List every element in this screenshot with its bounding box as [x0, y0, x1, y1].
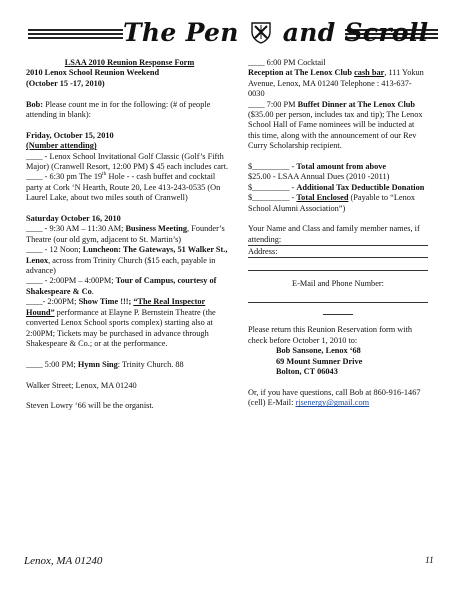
friday-heading: Friday, October 15, 2010: [26, 130, 114, 140]
show-title: “The Real Inspector Hound”: [26, 297, 206, 317]
dinner-entry: [248, 100, 428, 152]
golf-entry: ____ - Lenox School Invitational Golf Classic (Golf’s Fifth Major) (Cranwell Resort, 12:00 PM) $ 45 each includes cart.: [26, 151, 229, 172]
lunch-bold: Luncheon: The Gateways, 51 Walker St., Lenox: [26, 245, 228, 265]
donation-bold: Additional Tax Deductible Donation: [296, 182, 425, 192]
page-number: 11: [425, 556, 434, 566]
names-label: Your Name and Class and family member names, if attending:: [248, 224, 420, 244]
address-field-line-2[interactable]: [248, 261, 428, 271]
enclosed-pre: $_________ -: [248, 193, 297, 203]
lunch-entry: [26, 245, 233, 276]
newsletter-title: [123, 17, 429, 49]
bob-label: Bob:: [26, 99, 44, 109]
email-phone-field-line-2[interactable]: [323, 306, 353, 315]
names-field-line[interactable]: [248, 245, 428, 246]
enclosed-line: [248, 193, 428, 214]
crest-icon: [251, 22, 271, 44]
lunch-pre: ____ - 12 Noon;: [26, 245, 83, 255]
show-bold: Show Time !!!;: [78, 297, 134, 307]
meeting-entry: [26, 224, 233, 245]
dinner-post: ($35.00 per person, includes tax and tip); The Lenox School Hall of Fame nominees will be inducted at this time, along with the announcement of our Rev Curry Scholarship recipient.: [248, 110, 423, 151]
saturday-heading: Saturday October 16, 2010: [26, 214, 121, 224]
enclosed-post: (Payable to “Lenox School Alumni Association”): [248, 193, 416, 213]
hymn-address: Walker Street; Lenox, MA 01240: [26, 380, 137, 390]
donation-line: [248, 183, 428, 193]
email-phone-label: E-Mail and Phone Number:: [292, 278, 384, 288]
show-entry: [26, 297, 233, 349]
dues-line: $25.00 - LSAA Annual Dues (2010 -2011): [248, 172, 390, 182]
enclosed-bold: Total Enclosed: [296, 193, 349, 203]
show-post: performance at Elayne P. Bernstein Theatre (the converted Lenox School sports complex) starting also at 2:00PM; Tickets may be purchased in advance through Shakespeare & Co.; or at the performance.: [26, 307, 216, 348]
donation-pre: $_________ -: [248, 182, 297, 192]
title-word-1: The Pen: [123, 18, 239, 47]
tour-bold: Tour of Campus, courtesy of Shakespeare & Co: [26, 276, 217, 296]
mailing-name: Bob Sansone, Lenox ‘68: [276, 346, 361, 356]
cocktail-line: ____ 6:00 PM Cocktail: [248, 58, 326, 67]
hole-entry: [26, 172, 233, 203]
cash-bar: cash bar: [354, 68, 385, 78]
reception-post: , 111 Yokun Avenue, Lenox, MA 01240 Telephone : 413-637-0030: [248, 68, 424, 99]
total-bold: Total amount from above: [296, 162, 387, 172]
total-line: [248, 162, 428, 172]
hymn-bold: Hymn Sing: [77, 359, 118, 369]
reception-bold: Reception at The Lenox Club: [248, 68, 355, 78]
left-column: [26, 58, 233, 422]
meeting-pre: ____ - 9:30 AM – 11:30 AM;: [26, 224, 126, 234]
reception-entry: [248, 68, 428, 99]
lunch-post: , across from Trinity Church ($15 each, payable in advance): [26, 255, 216, 276]
meeting-bold: Business Meeting: [125, 224, 188, 234]
organist-note: Steven Lowry ‘66 will be the organist.: [26, 401, 154, 411]
total-pre: $_________ -: [248, 162, 297, 172]
questions-pre: Or, if you have questions, call Bob at 860-916-1467 (cell) E-Mail:: [248, 387, 421, 408]
return-instructions: Please return this Reunion Reservation form with check before October 1, 2010 to:: [248, 325, 413, 345]
right-column: [248, 58, 428, 419]
show-pre: ____- 2:00PM;: [26, 297, 79, 307]
hymn-post: : Trinity Church. 88: [117, 359, 184, 369]
reunion-dates: (October 15 -17, 2010): [26, 78, 105, 88]
title-word-2: and Scroll: [282, 18, 429, 47]
dinner-pre: ____ 7:00 PM: [248, 99, 298, 109]
hole-sup: th: [102, 171, 107, 178]
tour-post: .: [91, 286, 94, 296]
dinner-bold: Buffet Dinner at The Lenox Club: [297, 99, 416, 109]
tour-pre: ____ - 2:00PM – 4:00PM;: [26, 276, 116, 286]
masthead: [28, 16, 438, 50]
tour-entry: [26, 276, 233, 297]
address-label: Address:: [248, 247, 278, 257]
bob-text: Please count me in for the following: (# of people attending in blank):: [26, 99, 211, 120]
mailing-city: Bolton, CT 06043: [276, 367, 338, 377]
mailing-street: 69 Mount Sumner Drive: [276, 356, 363, 366]
number-attending: (Number attending): [26, 141, 97, 151]
hole-pre: ____ - 6:30 pm The 19: [26, 172, 103, 182]
email-link[interactable]: rjsenergy@gmail.com: [295, 398, 370, 408]
hymn-pre: ____ 5:00 PM;: [26, 359, 78, 369]
bob-instructions: [26, 100, 233, 121]
footer-location: Lenox, MA 01240: [24, 555, 103, 567]
form-title: LSAA 2010 Reunion Response Form: [64, 58, 195, 67]
email-phone-field-line[interactable]: [248, 293, 428, 303]
meeting-post: , Founder’s Theatre (our old gym, adjacent to St. Martin’s): [26, 224, 225, 244]
questions-note: [248, 388, 428, 409]
hymn-entry: [26, 360, 233, 370]
hole-post: Hole - - cash buffet and cocktail party at Cork ‘N Hearth, Route 20, Lee 413-243-0535 (On Laurel Lake, about two miles south of Cranwell): [26, 172, 221, 203]
reunion-weekend: 2010 Lenox School Reunion Weekend: [26, 68, 160, 78]
